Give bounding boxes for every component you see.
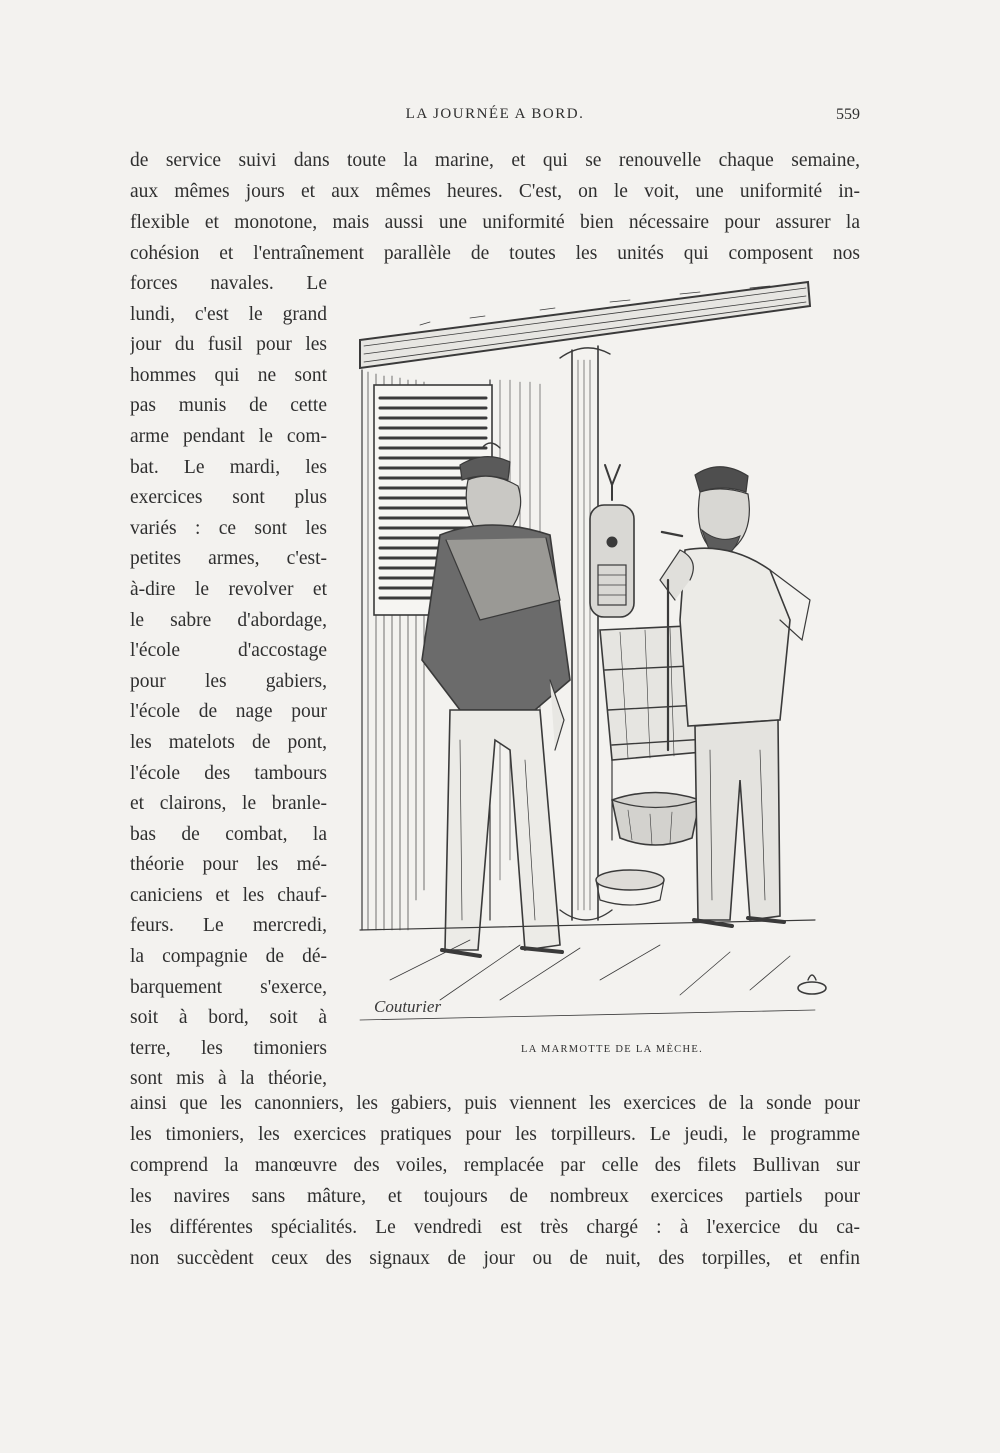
text-line: soit à bord, soit à [130,1007,327,1029]
running-title: LA JOURNÉE A BORD. [405,106,585,122]
running-header [130,104,860,128]
text-line: l'école de nage pour [130,701,327,723]
text-line: exercices sont plus [130,487,327,509]
side-column-text [130,269,327,1095]
text-line: les différentes spécialités. Le vendredi est très chargé : à l'exercice du ca- [130,1217,860,1238]
text-line: l'école des tambours [130,762,327,784]
text-line: feurs. Le mercredi, [130,915,327,937]
text-line: les matelots de pont, [130,731,327,753]
text-line: barquement s'exerce, [130,976,327,998]
text-line: caniciens et les chauf- [130,884,327,906]
floor-bowl [596,870,664,905]
text-line: les timoniers, les exercices pratiques pour les torpilleurs. Le jeudi, le programme [130,1124,860,1145]
overhead-beam [360,282,810,368]
text-line: les navires sans mâture, et toujours de nombreux exercices partiels pour [130,1186,860,1207]
text-line: de service suivi dans toute la marine, et qui se renouvelle chaque semaine, [130,150,860,171]
text-line: ainsi que les canonniers, les gabiers, puis viennent les exercices de la sonde pour [130,1093,860,1114]
top-paragraph [130,145,860,269]
text-line: flexible et monotone, mais aussi une uniformité bien nécessaire pour assurer la [130,212,860,233]
text-line: bat. Le mardi, les [130,456,327,478]
text-line: non succèdent ceux des signaux de jour ou de nuit, des torpilles, et enfin [130,1248,860,1269]
artist-signature: Couturier [374,997,442,1016]
text-line: à-dire le revolver et [130,578,327,600]
text-line: théorie pour les mé- [130,854,327,876]
text-line: bas de combat, la [130,823,327,845]
text-line: arme pendant le com- [130,425,327,447]
text-line: variés : ce sont les [130,517,327,539]
figure-caption: LA MARMOTTE DE LA MÈCHE. [521,1044,703,1055]
text-line: comprend la manœuvre des voiles, remplacée par celle des filets Bullivan sur [130,1155,860,1176]
text-line: hommes qui ne sont [130,364,327,386]
text-line: petites armes, c'est- [130,548,327,570]
text-line: forces navales. Le [130,273,327,294]
wooden-bucket [612,793,700,846]
text-line: l'école d'accostage [130,640,327,662]
text-line: la compagnie de dé- [130,946,327,968]
text-line: le sabre d'abordage, [130,609,327,631]
hanging-lantern [590,465,634,617]
text-line: lundi, c'est le grand [130,303,327,325]
text-line: terre, les timoniers [130,1037,327,1059]
text-line: pour les gabiers, [130,670,327,692]
text-line: jour du fusil pour les [130,334,327,356]
text-line: aux mêmes jours et aux mêmes heures. C'est, on le voit, une uniformité in- [130,181,860,202]
text-line: sont mis à la théorie, [130,1068,327,1090]
engraving-illustration [350,280,830,1032]
page-number: 559 [836,106,860,123]
bottom-paragraph [130,1088,860,1274]
text-line: et clairons, le branle- [130,793,327,815]
text-line: pas munis de cette [130,395,327,417]
text-line: cohésion et l'entraînement parallèle de toutes les unités qui composent nos [130,243,860,264]
